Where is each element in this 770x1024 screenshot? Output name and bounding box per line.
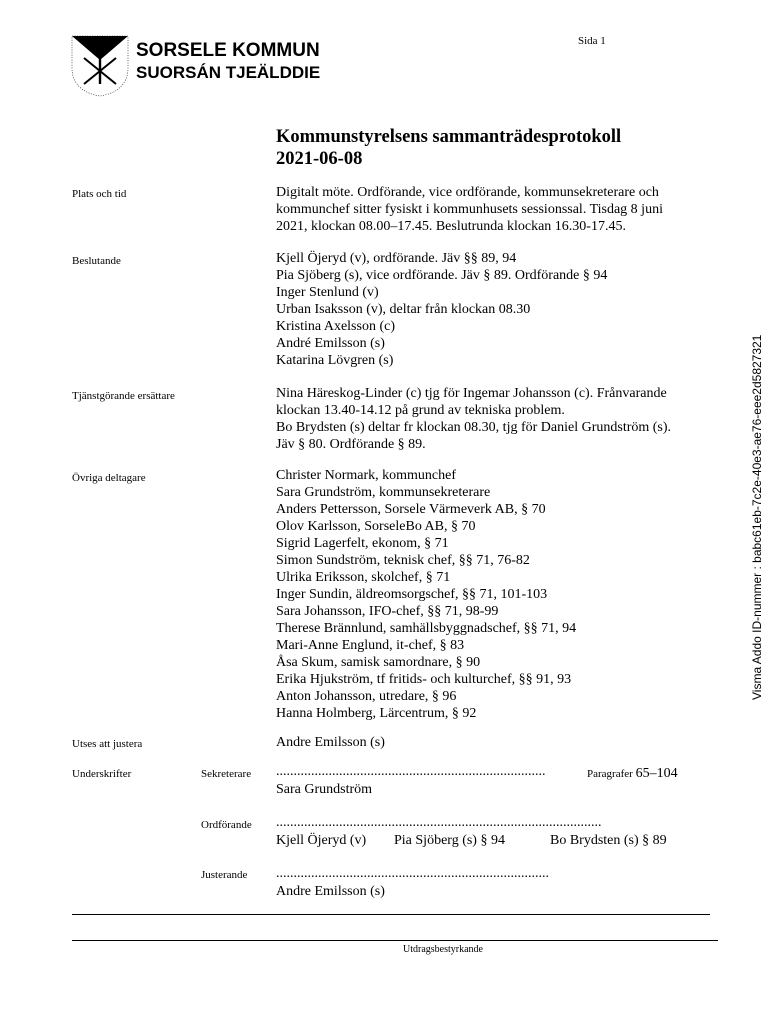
participant-line: Anton Johansson, utredare, § 96 [276, 689, 457, 704]
member-line: Kjell Öjeryd (v), ordförande. Jäv §§ 89, 94 [276, 251, 517, 266]
footer-certification: Utdragsbestyrkande [403, 944, 483, 955]
text-line: 2021, klockan 08.00–17.45. Beslutrunda klockan 16.30-17.45. [276, 219, 626, 234]
org-name-primary: SORSELE KOMMUN [136, 40, 320, 61]
participant-line: Olov Karlsson, SorseleBo AB, § 70 [276, 519, 476, 534]
text-line: Bo Brydsten (s) deltar fr klockan 08.30, tjg för Daniel Grundström (s). [276, 420, 672, 435]
member-line: Inger Stenlund (v) [276, 285, 379, 300]
label-underskrifter: Underskrifter [72, 768, 132, 780]
member-line: André Emilsson (s) [276, 336, 385, 351]
signer-sekreterare: Sara Grundström [276, 782, 373, 797]
label-justerande: Justerande [201, 869, 248, 881]
municipality-logo [70, 34, 340, 98]
participant-line: Mari-Anne Englund, it-chef, § 83 [276, 638, 465, 653]
member-line: Kristina Axelsson (c) [276, 319, 395, 334]
label-ovriga: Övriga deltagare [72, 472, 146, 484]
document-id: Visma Addo ID-nummer : babc61eb-7c2e-40e3-ae76-eee2d5827321 [750, 334, 764, 700]
text-line: klockan 13.40-14.12 på grund av tekniska problem. [276, 403, 565, 418]
para-label: Paragrafer [587, 768, 633, 780]
signature-line-ordforande: ............................................................................................. [276, 815, 602, 830]
member-line: Urban Isaksson (v), deltar från klockan 08.30 [276, 302, 531, 317]
title-date: 2021-06-08 [276, 149, 363, 169]
beslutande-block [276, 250, 607, 369]
text-line: Nina Häreskog-Linder (c) tjg för Ingemar Johansson (c). Frånvarande [276, 386, 667, 401]
label-ersattare: Tjänstgörande ersättare [72, 390, 175, 402]
signer-ordforande-3: Bo Brydsten (s) § 89 [550, 833, 667, 848]
text-line: kommunchef sitter fysiskt i kommunhusets sessionssal. Tisdag 8 juni [276, 202, 663, 217]
justera-value: Andre Emilsson (s) [276, 735, 385, 750]
label-justera: Utses att justera [72, 738, 143, 750]
coat-of-arms-icon [70, 34, 132, 98]
participant-line: Therese Brännlund, samhällsbyggnadschef, §§ 71, 94 [276, 621, 577, 636]
label-sekreterare: Sekreterare [201, 768, 252, 780]
participant-line: Åsa Skum, samisk samordnare, § 90 [276, 655, 481, 670]
plats-block [276, 184, 663, 235]
para-numbers: 65–104 [635, 766, 678, 781]
label-ordforande: Ordförande [201, 819, 252, 831]
participant-line: Sara Grundström, kommunsekreterare [276, 485, 491, 500]
signature-line-justerande: .............................................................................. [276, 866, 549, 881]
divider-bottom [72, 940, 718, 941]
participant-line: Erika Hjukström, tf fritids- och kulturchef, §§ 91, 93 [276, 672, 572, 687]
participant-line: Ulrika Eriksson, skolchef, § 71 [276, 570, 451, 585]
participant-line: Sara Johansson, IFO-chef, §§ 71, 98-99 [276, 604, 499, 619]
ersattare-block [276, 385, 671, 453]
title-line-1: Kommunstyrelsens sammanträdesprotokoll [276, 127, 622, 147]
participant-line: Christer Normark, kommunchef [276, 468, 457, 483]
page-number: Sida 1 [578, 35, 606, 47]
label-plats: Plats och tid [72, 188, 127, 200]
label-beslutande: Beslutande [72, 255, 121, 267]
member-line: Pia Sjöberg (s), vice ordförande. Jäv § 89. Ordförande § 94 [276, 268, 608, 283]
signer-ordforande-1: Kjell Öjeryd (v) [276, 833, 367, 848]
paragraph-range [587, 766, 678, 782]
participant-line: Hanna Holmberg, Lärcentrum, § 92 [276, 706, 477, 721]
participant-line: Inger Sundin, äldreomsorgschef, §§ 71, 101-103 [276, 587, 548, 602]
signer-justerande: Andre Emilsson (s) [276, 884, 385, 899]
participant-line: Simon Sundström, teknisk chef, §§ 71, 76-82 [276, 553, 530, 568]
signature-line-sekreterare: ............................................................................. [276, 764, 546, 779]
divider-top [72, 914, 710, 915]
org-name-secondary: SUORSÁN TJEÄLDDIE [136, 63, 321, 82]
signer-ordforande-2: Pia Sjöberg (s) § 94 [394, 833, 505, 848]
text-line: Jäv § 80. Ordförande § 89. [276, 437, 426, 452]
participant-line: Anders Pettersson, Sorsele Värmeverk AB, § 70 [276, 502, 546, 517]
text-line: Digitalt möte. Ordförande, vice ordförande, kommunsekreterare och [276, 185, 659, 200]
ovriga-block [276, 467, 576, 722]
participant-line: Sigrid Lagerfelt, ekonom, § 71 [276, 536, 449, 551]
member-line: Katarina Lövgren (s) [276, 353, 394, 368]
document-title [276, 126, 621, 170]
